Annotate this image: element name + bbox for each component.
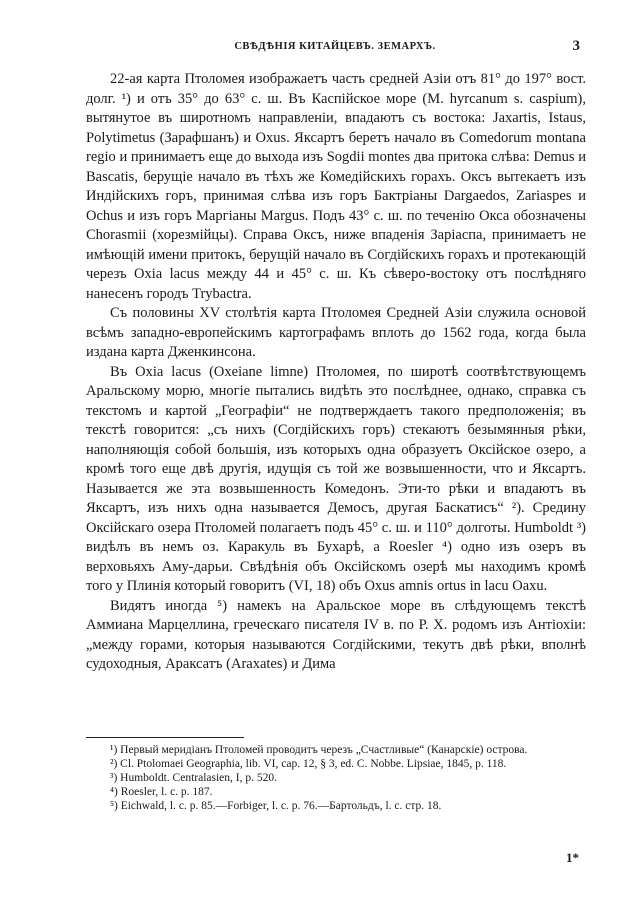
footnote-4: ⁴) Roesler, l. c. p. 187.: [110, 786, 213, 798]
running-title: СВѢДѢНІЯ КИТАЙЦЕВЪ. ЗЕМАРХЪ.: [234, 41, 436, 52]
page-number: 3: [572, 38, 580, 54]
main-text: [86, 70, 586, 675]
signature-mark: 1*: [566, 850, 579, 865]
footnote-2: ²) Cl. Ptolomaei Geographia, lib. VI, cap. 12, § 3, ed. C. Nobbe. Lipsiae, 1845, p. 118.: [110, 758, 507, 770]
paragraph-cartographers: Съ половины XV столѣтія карта Птоломея Средней Азіи служила основой всѣмъ западно-европейскимъ картографамъ вплоть до 1562 года, когда была издана карта Дженкинсона.: [86, 305, 586, 360]
footnote-divider: [86, 737, 244, 738]
footnote-3: ³) Humboldt. Centralasien, I, p. 520.: [110, 772, 277, 784]
paragraph-oxia-lacus: Въ Oxia lacus (Oxeiane limne) Птоломея, по широтѣ соотвѣтствующемъ Аральскому морю, многіе пытались видѣть это послѣднее, однако, справка съ текстомъ и картой „Географіи“ не подтверждаетъ такого предположенія; въ текстѣ говорится: „съ нихъ (Согдійскихъ горъ) стекаютъ безымянныя рѣки, наполняющія собой большія, изъ которыхъ одна образуетъ Оксійское озеро, а кромѣ того еще двѣ другія, идущія съ той же возвышенности, что и Яксартъ. Называется же эта возвышенность Комедонъ. Эти-то рѣки и впадаютъ въ Яксартъ, изъ нихъ одна называется Демосъ, другая Баскатисъ“ ²). Средину Оксійскаго озера Птоломей полагаетъ подъ 45° с. ш. и 110° долготы. Humboldt ³) видѣлъ въ немъ оз. Каракуль въ Бухарѣ, а Roesler ⁴) одно изъ озеръ въ верховьяхъ Аму-дарьи. Свѣдѣнія объ Оксійскомъ озерѣ мы находимъ кромѣ того у Плинія который говоритъ (VI, 18) объ Oxus amnis ortus in lacu Oaxu.: [86, 363, 586, 594]
footnotes: [86, 743, 586, 813]
paragraph-ammianus: Видятъ иногда ⁵) намекъ на Аральское море въ слѣдующемъ текстѣ Аммиана Марцеллина, греческаго писателя IV в. по Р. Х. родомъ изъ Антіохіи: „между горами, которыя называются Согдійскими, текутъ двѣ рѣки, вполнѣ судоходныя, Араксатъ (Araxates) и Дима: [86, 597, 586, 672]
footnote-1: ¹) Первый меридіанъ Птоломей проводитъ черезъ „Счастливые“ (Канарскіе) острова.: [110, 744, 528, 756]
page-header: [86, 38, 584, 58]
paragraph-ptolemy-map: 22-ая карта Птоломея изображаетъ часть средней Азіи отъ 81° до 197° вост. долг. ¹) и отъ 35° до 63° с. ш. Въ Каспійское море (M. hyrcanum s. caspium), вытянутое въ широтномъ направленіи, впадаютъ съ востока: Jaxartis, Istaus, Polytimetus (Зарафшанъ) и Oxus. Яксартъ беретъ начало въ Comedorum montana regio и принимаетъ еще до выхода изъ Sogdii montes два притока слѣва: Demus и Bascatis, берущіе начало въ тѣхъ же Комедійскихъ горахъ. Оксъ вытекаетъ изъ Индійскихъ горъ, принимая слѣва изъ горъ Бактріаны Dargaedos, Zariaspes и Ochus и изъ горъ Маргіаны Margus. Подъ 43° с. ш. по теченію Окса обозначены Chorasmii (хорезмійцы). Справа Оксъ, ниже впаденія Заріаспа, принимаетъ не имѣющій имени притокъ, берущій начало въ Согдійскихъ горахъ и протекающій черезъ Oxia lacus между 44 и 45° с. ш. Къ сѣверо-востоку отъ послѣдняго нанесенъ городъ Trybactra.: [86, 71, 586, 302]
footnote-5: ⁵) Eichwald, l. c. p. 85.—Forbiger, l. c. p. 76.—Бартольдъ, l. c. стр. 18.: [110, 800, 442, 812]
